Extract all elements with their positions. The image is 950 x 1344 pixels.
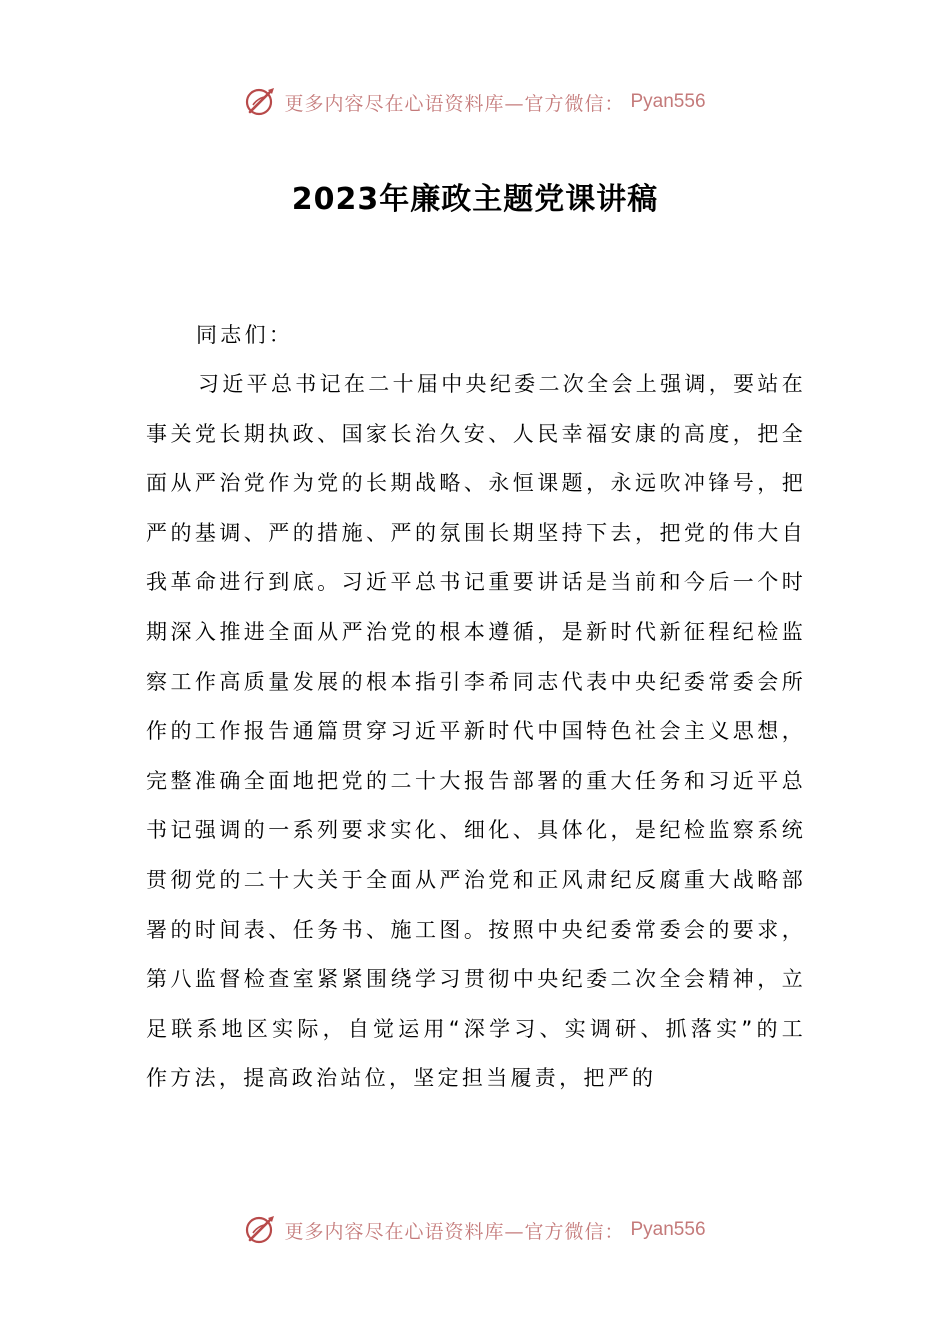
- footer-banner-text: 更多内容尽在心语资料库—官方微信：: [284, 1220, 625, 1243]
- header-banner-wechat-id: Pyan556: [630, 91, 706, 112]
- pen-logo-icon: [244, 85, 278, 119]
- header-banner: [0, 82, 950, 122]
- footer-banner-wechat-id: Pyan556: [630, 1219, 706, 1240]
- footer-banner: [0, 1210, 950, 1250]
- greeting: 同志们：: [196, 323, 294, 347]
- body-paragraph: 习近平总书记在二十届中央纪委二次全会上强调，要站在事关党长期执政、国家长治久安、人民幸福安康的高度，把全面从严治党作为党的长期战略、永恒课题，永远吹冲锋号，把严的基调、严的措施、严的氛围长期坚持下去，把党的伟大自我革命进行到底。习近平总书记重要讲话是当前和今后一个时期深入推进全面从严治党的根本遵循，是新时代新征程纪检监察工作高质量发展的根本指引李希同志代表中央纪委常委会所作的工作报告通篇贯穿习近平新时代中国特色社会主义思想，完整准确全面地把党的二十大报告部署的重大任务和习近平总书记强调的一系列要求实化、细化、具体化，是纪检监察系统贯彻党的二十大关于全面从严治党和正风肃纪反腐重大战略部署的时间表、任务书、施工图。按照中央纪委常委会的要求，第八监督检查室紧紧围绕学习贯彻中央纪委二次全会精神，立足联系地区实际，自觉运用“深学习、实调研、抓落实”的工作方法，提高政治站位，坚定担当履责，把严的: [146, 372, 806, 1091]
- document-title: 2023年廉政主题党课讲稿: [291, 182, 659, 217]
- pen-logo-icon: [244, 1213, 278, 1247]
- header-banner-text: 更多内容尽在心语资料库—官方微信：: [284, 92, 625, 115]
